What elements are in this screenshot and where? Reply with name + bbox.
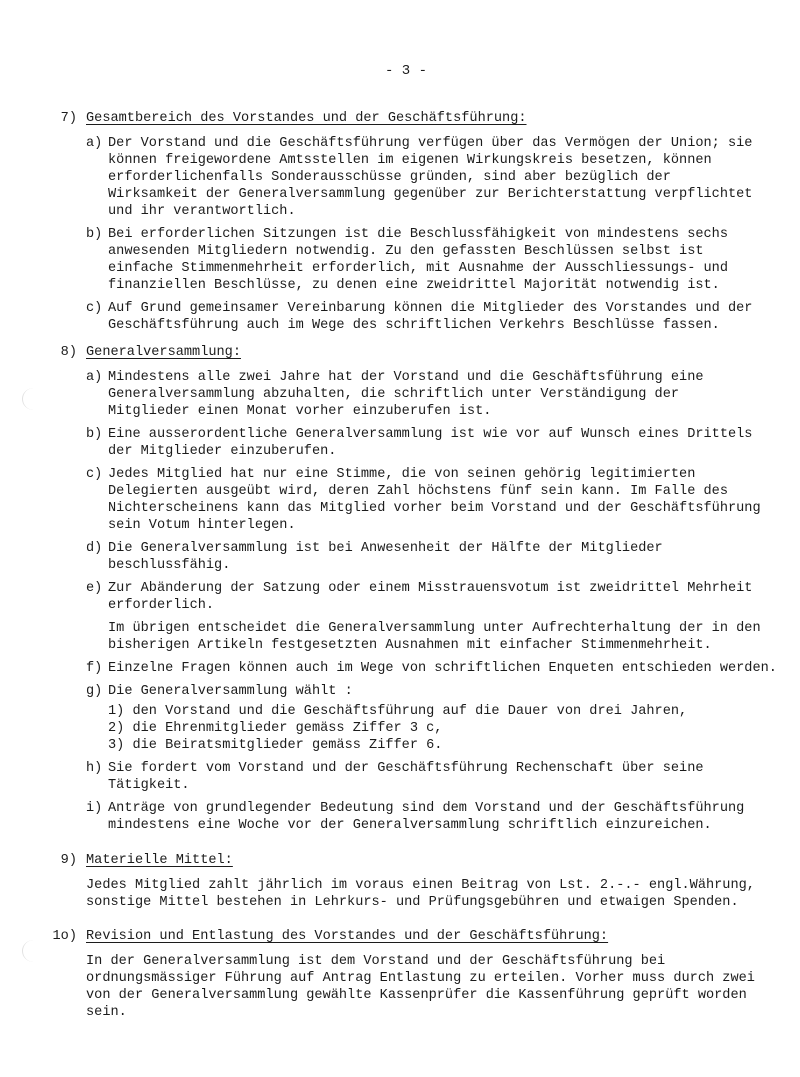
item-text: Eine ausserordentliche Generalversammlung ist wie vor auf Wunsch eines Drittels der Mitglieder einzuberufen. [108,427,753,459]
item-marker: c) [86,301,103,316]
item-text: Die Generalversammlung wählt : [108,684,353,699]
item-marker: a) [86,136,103,151]
list-item [0,226,800,294]
section-body: Jedes Mitglied zahlt jährlich im voraus einen Beitrag von Lst. 2.-.- engl.Währung, sonstige Mittel bestehen in Lehrkurs- und Prüfungsgebühren und etwaigen Spenden. [86,878,755,910]
item-text: Mindestens alle zwei Jahre hat der Vorstand und die Geschäftsführung eine Generalversammlung abzuhalten, die schriftlich unter Verständigung der Mitglieder einen Monat vorher einzuberufen ist. [108,370,704,419]
list-item [0,540,800,574]
section-7 [0,110,800,340]
list-item [0,135,800,220]
section-heading [0,852,800,869]
item-marker: i) [86,801,103,816]
section-number: 7) [60,111,77,126]
item-text: Einzelne Fragen können auch im Wege von schriftlichen Enqueten entschieden werden. [108,661,777,676]
section-heading [0,110,800,127]
item-paragraph: Im übrigen entscheidet die Generalversammlung unter Aufrechterhaltung der in den bisherigen Artikeln festgesetzten Ausnahmen mit einfacher Stimmenmehrheit. [108,621,761,653]
item-text: Zur Abänderung der Satzung oder einem Misstrauensvotum ist zweidrittel Mehrheit erforderlich. [108,581,753,613]
sub-list-item: 1) den Vorstand und die Geschäftsführung auf die Dauer von drei Jahren, [108,704,688,719]
item-text: Der Vorstand und die Geschäftsführung verfügen über das Vermögen der Union; sie können freigewordene Amtsstellen im eigenen Wirkungskreis besetzen, können erforderlichenfalls Sonderausschüsse gründen, sind aber bezüglich der Wirksamkeit der Generalversammlung gegenüber zur Berichterstattung verpflichtet und ihr verantwortlich. [108,136,753,219]
item-marker: d) [86,541,103,556]
section-title: Generalversammlung: [86,345,241,360]
item-text: Auf Grund gemeinsamer Vereinbarung können die Mitglieder des Vorstandes und der Geschäftsführung auch im Wege des schriftlichen Verkehrs Beschlüsse fassen. [108,301,753,333]
list-item [0,800,800,834]
section-title: Gesamtbereich des Vorstandes und der Geschäftsführung: [86,111,527,126]
page-number: - 3 - [385,63,428,79]
item-text: Die Generalversammlung ist bei Anwesenheit der Hälfte der Mitglieder beschlussfähig. [108,541,663,573]
item-marker: f) [86,661,103,676]
item-marker: b) [86,227,103,242]
list-item [0,683,800,754]
list-item [0,466,800,534]
sub-list [108,703,800,754]
list-item [0,760,800,794]
section-number: 8) [60,345,77,360]
list-item [0,660,800,677]
list-item [0,580,800,654]
section-title: Materielle Mittel: [86,853,233,868]
section-10 [0,928,800,1021]
section-9 [0,852,800,911]
item-text: Bei erforderlichen Sitzungen ist die Beschlussfähigkeit von mindestens sechs anwesenden Mitgliedern notwendig. Zu den gefassten Beschlüssen selbst ist einfache Stimmenmehrheit erforderlich, mit Ausnahme der Ausschliessungs- und finanziellen Beschlüsse, zu denen eine zweidrittel Majorität notwendig ist. [108,227,728,293]
sub-list-item: 2) die Ehrenmitglieder gemäss Ziffer 3 c, [108,721,443,736]
section-heading [0,344,800,361]
item-marker: b) [86,427,103,442]
section-8 [0,344,800,840]
section-items [0,369,800,834]
item-text: Sie fordert vom Vorstand und der Geschäftsführung Rechenschaft über seine Tätigkeit. [108,761,704,793]
section-number: 1o) [52,929,77,944]
item-text: Jedes Mitglied hat nur eine Stimme, die von seinen gehörig legitimierten Delegierten ausgeübt wird, deren Zahl höchstens fünf sein kann. Im Falle des Nichterscheinens kann das Mitglied vorher beim Vorstand und der Geschäftsführung sein Votum hinterlegen. [108,467,761,533]
section-number: 9) [60,853,77,868]
section-heading [0,928,800,945]
section-title: Revision und Entlastung des Vorstandes und der Geschäftsführung: [86,929,609,944]
section-items [0,135,800,334]
item-text: Anträge von grundlegender Bedeutung sind dem Vorstand und der Geschäftsführung mindestens eine Woche vor der Generalversammlung schriftlich einzureichen. [108,801,745,833]
list-item [0,300,800,334]
item-marker: a) [86,370,103,385]
list-item [0,426,800,460]
sub-list-item: 3) die Beiratsmitglieder gemäss Ziffer 6. [108,738,443,753]
list-item [0,369,800,420]
item-marker: g) [86,684,103,699]
item-marker: e) [86,581,103,596]
item-marker: c) [86,467,103,482]
section-body: In der Generalversammlung ist dem Vorstand und der Geschäftsführung bei ordnungsmässiger Führung auf Antrag Entlastung zu erteilen. Vorher muss durch zwei von der Generalversammlung gewählte Kassenprüfer die Kassenführung geprüft worden sein. [86,954,755,1020]
item-marker: h) [86,761,103,776]
